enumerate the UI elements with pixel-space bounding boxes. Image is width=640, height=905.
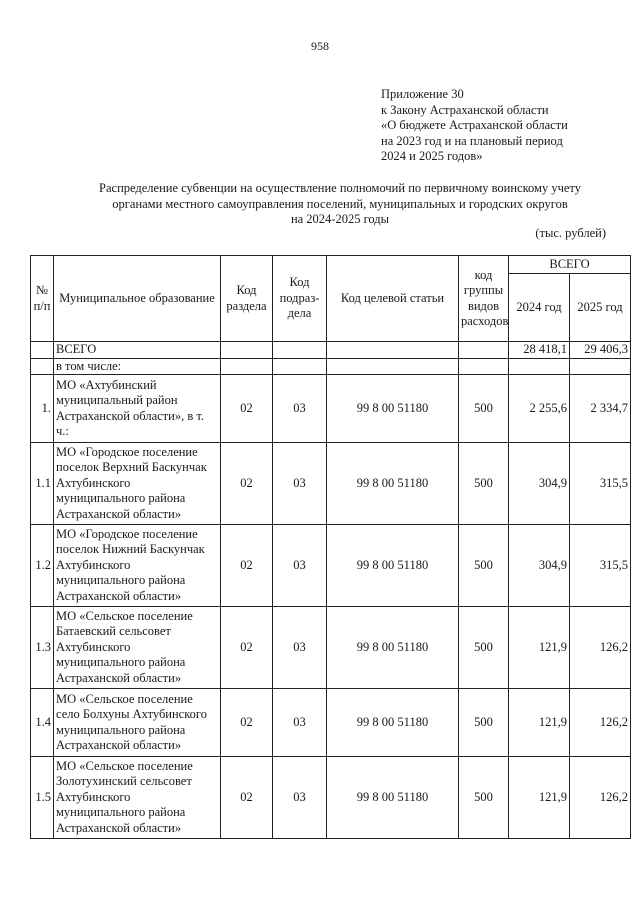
row-subsection: 03 <box>273 525 327 607</box>
title-line: органами местного самоуправления поселений, муниципальных и городских округов <box>112 196 568 211</box>
row-2025: 2 334,7 <box>570 375 631 443</box>
appendix-line: Приложение 30 <box>381 87 464 101</box>
header-num: № п/п <box>31 256 54 342</box>
row-target: 99 8 00 51180 <box>327 443 459 525</box>
row-2025: 126,2 <box>570 757 631 839</box>
total-2025: 29 406,3 <box>570 342 631 359</box>
table-row <box>31 525 631 607</box>
row-group: 500 <box>459 525 509 607</box>
row-2024: 121,9 <box>509 607 570 689</box>
row-subsection: 03 <box>273 375 327 443</box>
row-target: 99 8 00 51180 <box>327 757 459 839</box>
header-2024: 2024 год <box>509 274 570 342</box>
page-number: 958 <box>311 39 329 53</box>
total-row <box>31 342 631 359</box>
row-subsection: 03 <box>273 689 327 757</box>
row-group: 500 <box>459 607 509 689</box>
row-municipality: МО «Сельское поселение село Болхуны Ахтубинского муниципального района Астраханской области» <box>54 689 221 757</box>
row-section: 02 <box>221 689 273 757</box>
row-municipality: МО «Ахтубинский муниципальный район Астраханской области», в т. ч.: <box>54 375 221 443</box>
cell <box>273 342 327 359</box>
appendix-line: к Закону Астраханской области <box>381 102 549 117</box>
row-2024: 304,9 <box>509 525 570 607</box>
cell <box>459 342 509 359</box>
appendix-block <box>381 87 568 165</box>
row-target: 99 8 00 51180 <box>327 375 459 443</box>
cell <box>327 358 459 375</box>
row-2024: 121,9 <box>509 757 570 839</box>
including-label: в том числе: <box>54 358 221 375</box>
row-2024: 121,9 <box>509 689 570 757</box>
row-num: 1.3 <box>31 607 54 689</box>
cell <box>31 358 54 375</box>
row-2024: 304,9 <box>509 443 570 525</box>
row-target: 99 8 00 51180 <box>327 607 459 689</box>
cell <box>509 358 570 375</box>
cell <box>459 358 509 375</box>
appendix-line: на 2023 год и на плановый период <box>381 133 563 148</box>
row-section: 02 <box>221 375 273 443</box>
row-num: 1.4 <box>31 689 54 757</box>
row-2025: 126,2 <box>570 689 631 757</box>
cell <box>570 358 631 375</box>
row-2025: 126,2 <box>570 607 631 689</box>
row-municipality: МО «Сельское поселение Золотухинский сельсовет Ахтубинского муниципального района Астраханской области» <box>54 757 221 839</box>
row-subsection: 03 <box>273 757 327 839</box>
row-2025: 315,5 <box>570 443 631 525</box>
row-target: 99 8 00 51180 <box>327 525 459 607</box>
cell <box>221 358 273 375</box>
row-target: 99 8 00 51180 <box>327 689 459 757</box>
row-municipality: МО «Городское поселение поселок Верхний Баскунчак Ахтубинского муниципального района Астраханской области» <box>54 443 221 525</box>
row-num: 1.1 <box>31 443 54 525</box>
row-group: 500 <box>459 443 509 525</box>
row-num: 1.2 <box>31 525 54 607</box>
subvention-table <box>30 255 631 839</box>
table-row <box>31 607 631 689</box>
document-title <box>60 181 620 228</box>
cell <box>273 358 327 375</box>
cell <box>31 342 54 359</box>
header-2025: 2025 год <box>570 274 631 342</box>
row-2025: 315,5 <box>570 525 631 607</box>
row-section: 02 <box>221 443 273 525</box>
row-num: 1.5 <box>31 757 54 839</box>
row-num: 1. <box>31 375 54 443</box>
table-row <box>31 689 631 757</box>
row-subsection: 03 <box>273 607 327 689</box>
row-section: 02 <box>221 525 273 607</box>
cell <box>221 342 273 359</box>
row-section: 02 <box>221 757 273 839</box>
total-2024: 28 418,1 <box>509 342 570 359</box>
appendix-line: «О бюджете Астраханской области <box>381 118 568 132</box>
header-expense-group: код группы видов расходов <box>459 256 509 342</box>
header-municipality: Муниципальное образование <box>54 256 221 342</box>
header-section: Код раздела <box>221 256 273 342</box>
table-row <box>31 443 631 525</box>
row-group: 500 <box>459 375 509 443</box>
row-subsection: 03 <box>273 443 327 525</box>
table-row <box>31 375 631 443</box>
row-group: 500 <box>459 689 509 757</box>
cell <box>327 342 459 359</box>
header-target: Код целевой статьи <box>327 256 459 342</box>
row-municipality: МО «Сельское поселение Батаевский сельсовет Ахтубинского муниципального района Астраханской области» <box>54 607 221 689</box>
row-section: 02 <box>221 607 273 689</box>
header-subsection: Код подраз-дела <box>273 256 327 342</box>
title-line: на 2024-2025 годы <box>290 212 390 226</box>
including-row <box>31 358 631 375</box>
table-row <box>31 757 631 839</box>
appendix-line: 2024 и 2025 годов» <box>381 149 483 163</box>
title-line: Распределение субвенции на осуществление полномочий по первичному воинскому учету <box>99 181 581 195</box>
unit-note: (тыс. рублей) <box>535 226 606 240</box>
row-2024: 2 255,6 <box>509 375 570 443</box>
row-group: 500 <box>459 757 509 839</box>
total-label: ВСЕГО <box>54 342 221 359</box>
header-total: ВСЕГО <box>509 256 631 274</box>
row-municipality: МО «Городское поселение поселок Нижний Баскунчак Ахтубинского муниципального района Астраханской области» <box>54 525 221 607</box>
